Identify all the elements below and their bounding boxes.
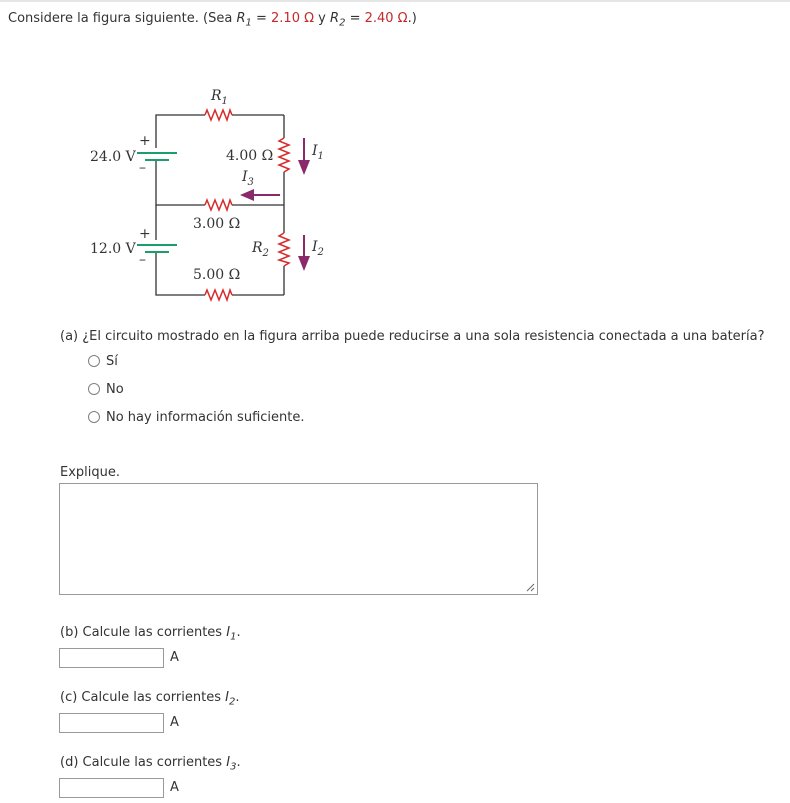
battery1-minus: – bbox=[139, 160, 146, 176]
battery1-voltage-label: 24.0 V bbox=[90, 149, 136, 165]
radio-button[interactable] bbox=[88, 383, 100, 395]
radio-button[interactable] bbox=[88, 355, 100, 367]
resistor-5ohm-label: 5.00 Ω bbox=[193, 267, 241, 283]
battery2-minus: – bbox=[139, 252, 146, 268]
r1-label: $R_1$ bbox=[211, 88, 228, 107]
top-divider bbox=[0, 0, 790, 2]
battery2-plus: + bbox=[139, 226, 151, 242]
question-a: (a) ¿El circuito mostrado en la figura arriba puede reducirse a una sola resistencia conectada a una batería? bbox=[60, 329, 765, 344]
question-d: (d) Calcule las corrientes $I_3$. bbox=[60, 755, 241, 773]
current-arrow-i3 bbox=[240, 189, 280, 201]
resistor-3ohm bbox=[205, 200, 232, 210]
explain-textarea[interactable] bbox=[59, 483, 538, 595]
i2-label: $I_2$ bbox=[312, 239, 324, 258]
current-arrow-i2 bbox=[298, 235, 310, 271]
option-si[interactable]: Sí bbox=[88, 352, 118, 370]
battery-12v bbox=[137, 245, 177, 252]
question-c: (c) Calcule las corrientes $I_2$. bbox=[60, 690, 240, 708]
option-no-info[interactable]: No hay información suficiente. bbox=[88, 408, 304, 426]
unit-label: A bbox=[170, 715, 179, 730]
resize-grip-icon[interactable] bbox=[526, 583, 535, 592]
unit-label: A bbox=[170, 780, 179, 795]
i3-label: $I_3$ bbox=[242, 169, 254, 188]
battery-24v bbox=[137, 153, 177, 160]
radio-button[interactable] bbox=[88, 411, 100, 423]
current-arrow-i1 bbox=[298, 138, 310, 175]
r2-label: $R_2$ bbox=[252, 240, 269, 259]
i1-label: $I_1$ bbox=[312, 143, 324, 162]
circuit-diagram bbox=[80, 80, 324, 310]
answer-i2-input[interactable] bbox=[59, 713, 164, 733]
unit-label: A bbox=[170, 650, 179, 665]
battery1-plus: + bbox=[139, 133, 151, 149]
resistor-5ohm bbox=[205, 290, 232, 300]
answer-i1-input[interactable] bbox=[59, 648, 164, 668]
resistor-4ohm-label: 4.00 Ω bbox=[226, 148, 274, 164]
resistor-r1 bbox=[205, 110, 232, 120]
question-b: (b) Calcule las corrientes $I_1$. bbox=[60, 625, 241, 643]
resistor-3ohm-label: 3.00 Ω bbox=[193, 216, 241, 232]
explain-label: Explique. bbox=[60, 465, 121, 480]
r1-value: 2.10 Ω bbox=[271, 11, 315, 26]
resistor-4ohm bbox=[279, 138, 289, 172]
option-no[interactable]: No bbox=[88, 380, 124, 398]
problem-statement: Considere la figura siguiente. (Sea $R_1 = 2.10$ Ω y $R_2 = 2.40$ Ω.) bbox=[8, 11, 417, 29]
resistor-r2 bbox=[279, 233, 289, 266]
battery2-voltage-label: 12.0 V bbox=[90, 241, 136, 257]
r2-value: 2.40 Ω bbox=[364, 11, 408, 26]
answer-i3-input[interactable] bbox=[59, 778, 164, 798]
